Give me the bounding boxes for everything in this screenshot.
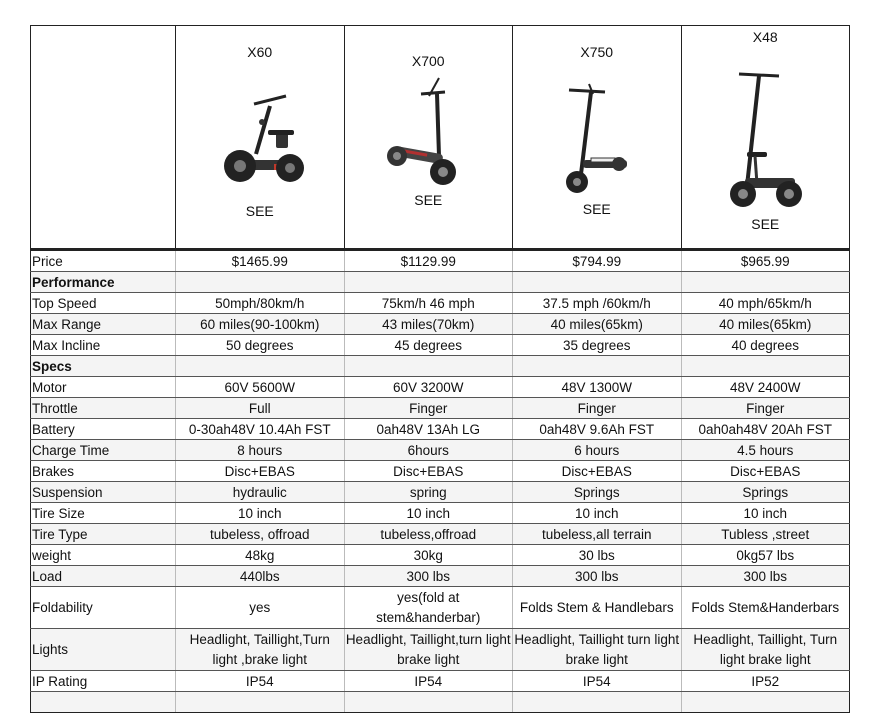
model-name: X48 [752,29,778,45]
row-label: Tire Type [31,524,176,545]
spec-cell [176,356,345,377]
row-label: Motor [31,377,176,398]
row-label: Foldability [31,587,176,629]
spec-cell: 40 mph/65km/h [681,293,850,314]
row-label: Max Range [31,314,176,335]
row-label: Specs [31,356,176,377]
row-label: Load [31,566,176,587]
model-header-x60 [176,26,345,250]
header-corner-cell [31,26,176,250]
spec-cell [513,356,682,377]
spec-cell [513,272,682,293]
row-label: Top Speed [31,293,176,314]
see-link[interactable]: SEE [245,203,274,219]
spec-cell: 10 inch [344,503,513,524]
spec-cell: Headlight, Taillight turn light brake light [513,629,682,671]
spec-cell: 0-30ah48V 10.4Ah FST [176,419,345,440]
spec-cell [681,356,850,377]
spec-cell: 8 hours [176,440,345,461]
spec-cell: 48kg [176,545,345,566]
spec-cell: 40 miles(65km) [681,314,850,335]
model-name: X750 [580,44,614,60]
model-header-x700 [344,26,513,250]
spec-cell: Disc+EBAS [344,461,513,482]
row-label: Lights [31,629,176,671]
spec-cell: Folds Stem & Handlebars [513,587,682,629]
model-name: X700 [411,53,445,69]
row-label: Max Incline [31,335,176,356]
model-header-x48 [681,26,850,250]
see-link[interactable]: SEE [414,192,443,208]
model-name: X60 [247,44,273,60]
spec-cell: 48V 2400W [681,377,850,398]
spec-cell: 6 hours [513,440,682,461]
spec-cell: Headlight, Taillight, Turn light brake light [681,629,850,671]
spec-cell: yes [176,587,345,629]
table-row [31,356,850,377]
table-row [31,629,850,671]
table-row [31,545,850,566]
spec-cell: Disc+EBAS [513,461,682,482]
spec-cell: tubeless,offroad [344,524,513,545]
table-row [31,587,850,629]
spec-cell: Finger [344,398,513,419]
table-row [31,671,850,692]
spec-cell: Springs [513,482,682,503]
spec-cell [344,356,513,377]
table-row [31,272,850,293]
row-label: Charge Time [31,440,176,461]
spec-cell: 48V 1300W [513,377,682,398]
spec-cell: Disc+EBAS [176,461,345,482]
spec-cell [344,272,513,293]
spec-cell: 10 inch [513,503,682,524]
spec-cell: 75km/h 46 mph [344,293,513,314]
comparison-table [30,25,850,713]
spec-cell: 6hours [344,440,513,461]
spec-cell: $1465.99 [176,250,345,272]
spec-cell: 50mph/80km/h [176,293,345,314]
spec-cell: 10 inch [681,503,850,524]
spec-cell [681,272,850,293]
table-row [31,503,850,524]
table-row [31,250,850,272]
spec-cell: 440lbs [176,566,345,587]
spec-cell: 40 miles(65km) [513,314,682,335]
spec-cell: 300 lbs [344,566,513,587]
spec-cell: 45 degrees [344,335,513,356]
row-label: Throttle [31,398,176,419]
spec-cell: 0ah0ah48V 20Ah FST [681,419,850,440]
scooter-image[interactable] [563,78,631,196]
spec-cell: IP54 [344,671,513,692]
model-header-x750 [513,26,682,250]
table-row [31,566,850,587]
row-label [31,692,176,713]
table-row [31,419,850,440]
table-row [31,293,850,314]
spec-cell: 60V 3200W [344,377,513,398]
spec-cell: spring [344,482,513,503]
spec-cell: 35 degrees [513,335,682,356]
spec-cell: 4.5 hours [681,440,850,461]
scooter-image[interactable] [210,92,310,188]
header-row [31,26,850,250]
spec-cell [681,692,850,713]
row-label: Suspension [31,482,176,503]
spec-cell: 30 lbs [513,545,682,566]
table-row [31,692,850,713]
row-label: Battery [31,419,176,440]
spec-cell: $1129.99 [344,250,513,272]
row-label: IP Rating [31,671,176,692]
spec-cell: IP54 [513,671,682,692]
spec-cell [513,692,682,713]
spec-cell: Finger [513,398,682,419]
spec-cell: $794.99 [513,250,682,272]
table-row [31,314,850,335]
spec-cell: Full [176,398,345,419]
spec-cell: hydraulic [176,482,345,503]
spec-cell: 50 degrees [176,335,345,356]
see-link[interactable]: SEE [751,216,780,232]
spec-cell: 40 degrees [681,335,850,356]
spec-cell: Headlight, Taillight,Turn light ,brake light [176,629,345,671]
spec-cell [176,272,345,293]
table-row [31,377,850,398]
spec-cell: 300 lbs [681,566,850,587]
spec-cell: 60V 5600W [176,377,345,398]
spec-cell: Disc+EBAS [681,461,850,482]
spec-cell: 300 lbs [513,566,682,587]
spec-cell: Headlight, Taillight,turn light brake light [344,629,513,671]
spec-cell: tubeless, offroad [176,524,345,545]
spec-cell: 0ah48V 13Ah LG [344,419,513,440]
spec-cell: 0kg57 lbs [681,545,850,566]
spec-cell [344,692,513,713]
row-label: Brakes [31,461,176,482]
table-row [31,335,850,356]
row-label: Price [31,250,176,272]
see-link[interactable]: SEE [582,201,611,217]
spec-cell: Springs [681,482,850,503]
spec-cell: Finger [681,398,850,419]
spec-cell: IP52 [681,671,850,692]
row-label: Performance [31,272,176,293]
row-label: weight [31,545,176,566]
spec-cell: tubeless,all terrain [513,524,682,545]
spec-cell: Tubless ,street [681,524,850,545]
table-row [31,440,850,461]
spec-cell [176,692,345,713]
spec-cell: 43 miles(70km) [344,314,513,335]
spec-cell: 10 inch [176,503,345,524]
spec-cell: IP54 [176,671,345,692]
spec-cell: yes(fold at stem&handerbar) [344,587,513,629]
table-row [31,482,850,503]
table-row [31,461,850,482]
spec-cell: $965.99 [681,250,850,272]
row-label: Tire Size [31,503,176,524]
table-row [31,398,850,419]
scooter-image[interactable] [383,76,473,188]
spec-cell: 37.5 mph /60km/h [513,293,682,314]
spec-cell: Folds Stem&Handerbars [681,587,850,629]
table-row [31,524,850,545]
spec-cell: 0ah48V 9.6Ah FST [513,419,682,440]
spec-cell: 30kg [344,545,513,566]
spec-cell: 60 miles(90-100km) [176,314,345,335]
scooter-image[interactable] [725,66,805,216]
